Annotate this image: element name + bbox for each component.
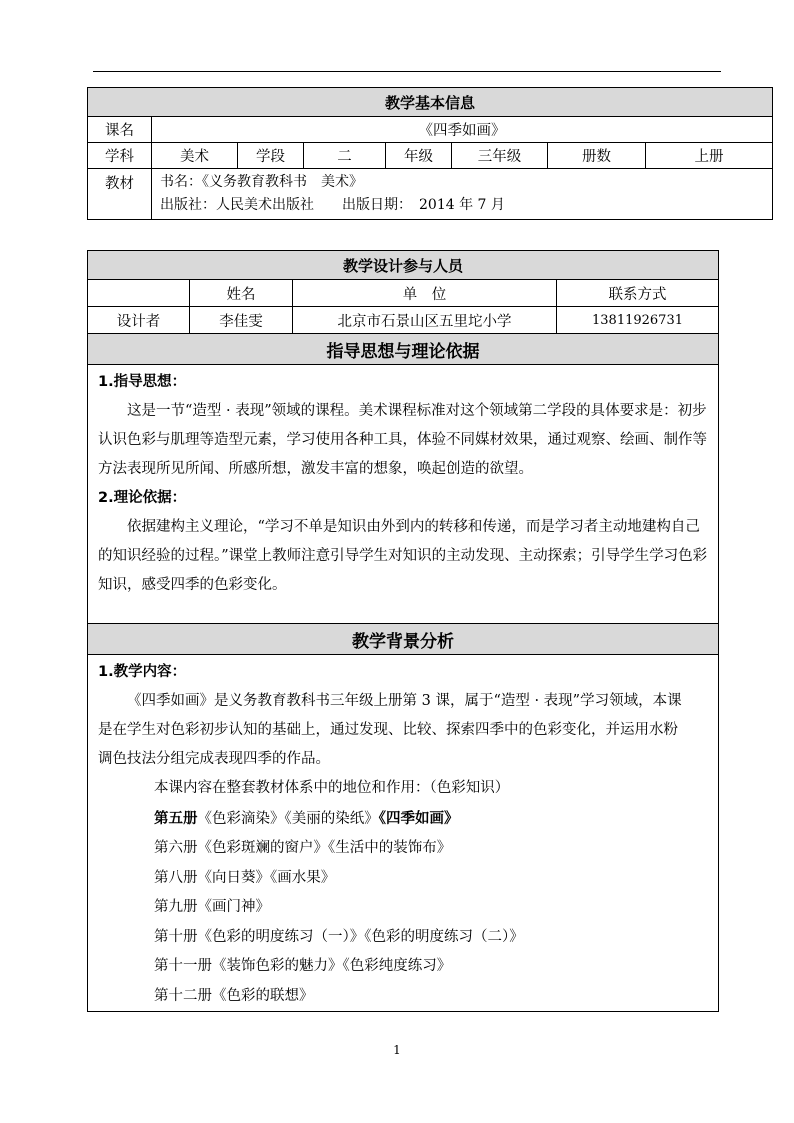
- textbook-line-1: 书名：《义务教育教科书 美术》: [160, 174, 363, 190]
- guiding-heading-1: 1.指导思想：: [98, 374, 187, 390]
- curriculum-titles: 《向日葵》《画水果》: [197, 869, 336, 886]
- subject-label: 学科: [88, 143, 152, 169]
- guiding-heading-2: 2.理论依据：: [98, 490, 187, 506]
- curriculum-list: [98, 804, 708, 1012]
- guiding-paragraph-1: 这是一节“造型 · 表现”领域的课程。美术课程标准对这个领域第二学段的具体要求是：初步认识色彩与肌理等造型元素，学习使用各种工具，体验不同媒材效果，通过观察、绘画、制作等方法表现所见所闻、所感所想，激发丰富的想象，唤起创造的欲望。: [98, 403, 707, 477]
- curriculum-titles: 《色彩的联想》: [212, 987, 314, 1004]
- curriculum-list-item: [98, 952, 708, 982]
- curriculum-current-lesson: 《四季如画》: [378, 809, 459, 827]
- curriculum-list-item: [98, 982, 708, 1012]
- col-unit-header: 单 位: [293, 280, 557, 307]
- background-paragraph-1: 《四季如画》是义务教育教科书三年级上册第 3 课，属于“造型 · 表现”学习领域，本课是在学生对色彩初步认知的基础上，通过发现、比较、探索四季中的色彩变化，并运用水粉调色技法分组完成表现四季的作品。: [98, 693, 682, 767]
- stage-label: 学段: [238, 143, 304, 169]
- grade-label: 年级: [386, 143, 452, 169]
- course-value: 《四季如画》: [152, 117, 773, 143]
- background-heading-1: 1.教学内容：: [98, 664, 187, 680]
- textbook-info: [152, 169, 773, 220]
- participant-role: 设计者: [88, 307, 190, 334]
- stage-value: 二: [304, 143, 386, 169]
- curriculum-volume: 第六册: [154, 840, 198, 856]
- curriculum-titles: 《色彩滴染》《美丽的染纸》: [197, 810, 379, 827]
- volume-label: 册数: [548, 143, 646, 169]
- curriculum-volume: 第十一册: [154, 958, 212, 974]
- curriculum-list-item: [98, 804, 708, 835]
- curriculum-intro: 本课内容在整套教材体系中的地位和作用：（色彩知识）: [154, 780, 510, 796]
- curriculum-titles: 《色彩斑斓的窗户》《生活中的装饰布》: [197, 840, 452, 856]
- header-rule: [93, 71, 721, 72]
- page-number: 1: [393, 1043, 401, 1057]
- curriculum-list-item: [98, 864, 708, 894]
- basic-info-title: 教学基本信息: [88, 88, 773, 117]
- curriculum-titles: 《装饰色彩的魅力》《色彩纯度练习》: [212, 958, 452, 974]
- background-title: 教学背景分析: [88, 624, 719, 655]
- col-contact-header: 联系方式: [557, 280, 719, 307]
- course-label: 课名: [88, 117, 152, 143]
- textbook-label: 教材: [88, 169, 152, 220]
- curriculum-titles: 《画门神》: [197, 899, 270, 915]
- participants-blank-header: [88, 280, 190, 307]
- col-name-header: 姓名: [190, 280, 293, 307]
- curriculum-list-item: [98, 893, 708, 923]
- background-content: [88, 655, 719, 1012]
- participant-contact: 13811926731: [557, 307, 719, 334]
- curriculum-list-item: [98, 834, 708, 864]
- curriculum-volume: 第十册: [154, 928, 198, 945]
- curriculum-volume: 第十二册: [154, 987, 212, 1004]
- curriculum-volume: 第九册: [154, 899, 198, 915]
- basic-info-table: [87, 87, 773, 220]
- design-table: [87, 250, 719, 1012]
- volume-value: 上册: [646, 143, 773, 169]
- grade-value: 三年级: [452, 143, 548, 169]
- guiding-paragraph-2: 依据建构主义理论，“学习不单是知识由外到内的转移和传递，而是学习者主动地建构自己的知识经验的过程。”课堂上教师注意引导学生对知识的主动发现、主动探索；引导学生学习色彩知识，感受四季的色彩变化。: [98, 519, 708, 593]
- participants-title: 教学设计参与人员: [88, 251, 719, 280]
- curriculum-list-item: [98, 923, 708, 953]
- curriculum-titles: 《色彩的明度练习（一）》《色彩的明度练习（二）》: [197, 928, 524, 945]
- subject-value: 美术: [152, 143, 238, 169]
- participant-name: 李佳雯: [190, 307, 293, 334]
- curriculum-volume: 第八册: [154, 869, 198, 886]
- guiding-title: 指导思想与理论依据: [88, 334, 719, 365]
- participant-unit: 北京市石景山区五里坨小学: [293, 307, 557, 334]
- guiding-content: [88, 365, 719, 624]
- textbook-line-2: 出版社：人民美术出版社 出版日期： 2014 年 7 月: [160, 197, 505, 213]
- curriculum-volume: 第五册: [154, 809, 198, 827]
